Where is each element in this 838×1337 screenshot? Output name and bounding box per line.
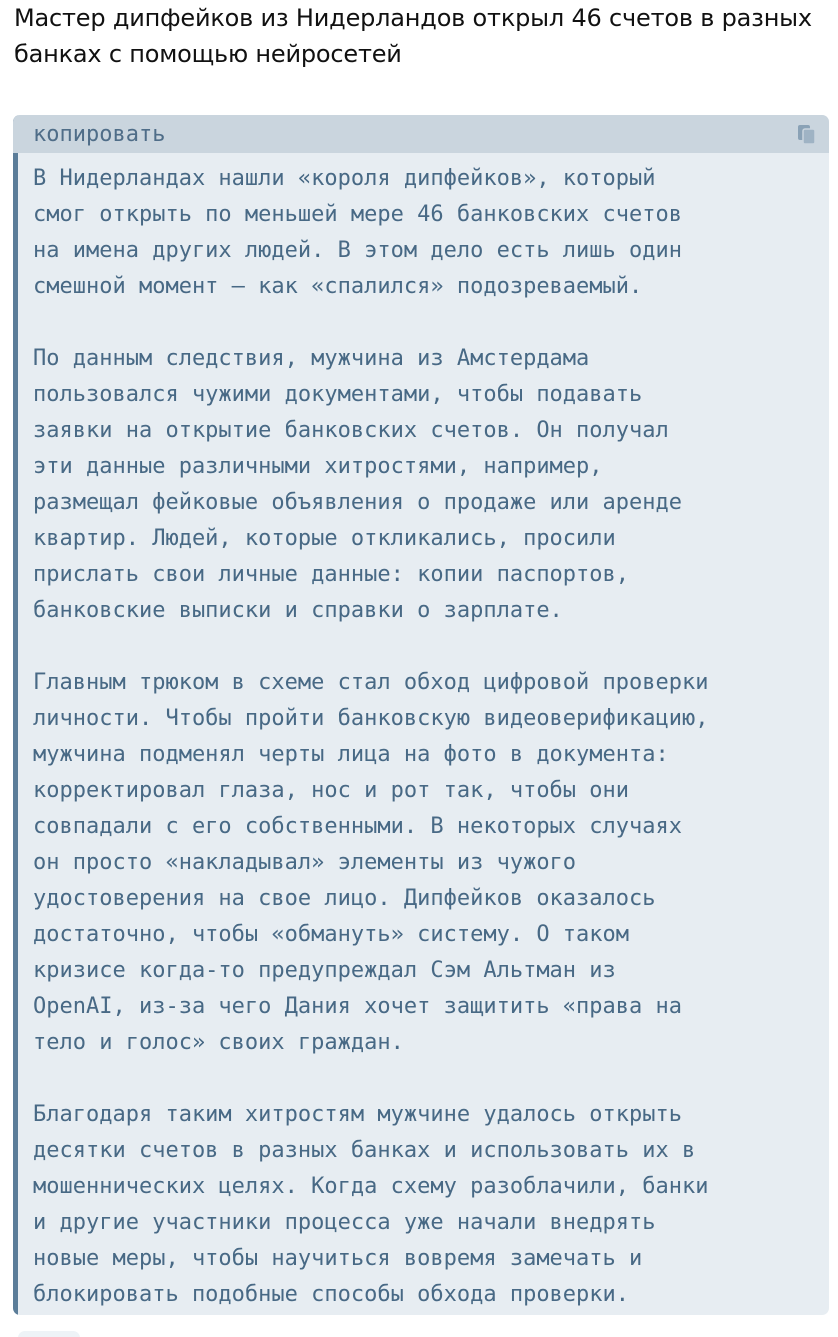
next-message-edge bbox=[18, 1331, 80, 1337]
copy-icon[interactable] bbox=[797, 124, 817, 146]
code-block-header[interactable] bbox=[13, 115, 829, 153]
code-block-accent-bar bbox=[13, 115, 18, 1315]
copy-label[interactable]: копировать bbox=[33, 122, 166, 147]
code-block-text: В Нидерландах нашли «короля дипфейков», который смог открыть по меньшей мере 46 банковских счетов на имена других людей. В этом дело есть лишь один смешной момент — как «спалился» подозреваемый. По данным следствия, мужчина из Амстердама пользовался чужими документами, чтобы подавать заявки на открытие банковских счетов. Он получал эти данные различными хитростями, например, размещал фейковые объявления о продаже или аренде квартир. Людей, которые откликались, просили прислать свои личные данные: копии паспортов, банковские выписки и справки о зарплате. Главным трюком в схеме стал обход цифровой проверки личности. Чтобы пройти банковскую видеоверификацию, мужчина подменял черты лица на фото в документа: корректировал глаза, нос и рот так, чтобы они совпадали с его собственными. В некоторых случаях он просто «накладывал» элементы из чужого удостоверения на свое лицо. Дипфейков оказалось достаточно, чтобы «обмануть» систему. О таком кризисе когда-то предупреждал Сэм Альтман из OpenAI, из-за чего Дания хочет защитить «права на тело и голос» своих граждан. Благодаря таким хитростям мужчине удалось открыть десятки счетов в разных банках и использовать их в мошеннических целях. Когда схему разоблачили, банки и другие участники процесса уже начали внедрять новые меры, чтобы научиться вовремя замечать и блокировать подобные способы обхода проверки. bbox=[33, 166, 709, 1307]
code-block[interactable] bbox=[13, 115, 829, 1315]
post-title: Мастер дипфейков из Нидерландов открыл 46 счетов в разных банках с помощью нейросетей bbox=[14, 4, 812, 68]
